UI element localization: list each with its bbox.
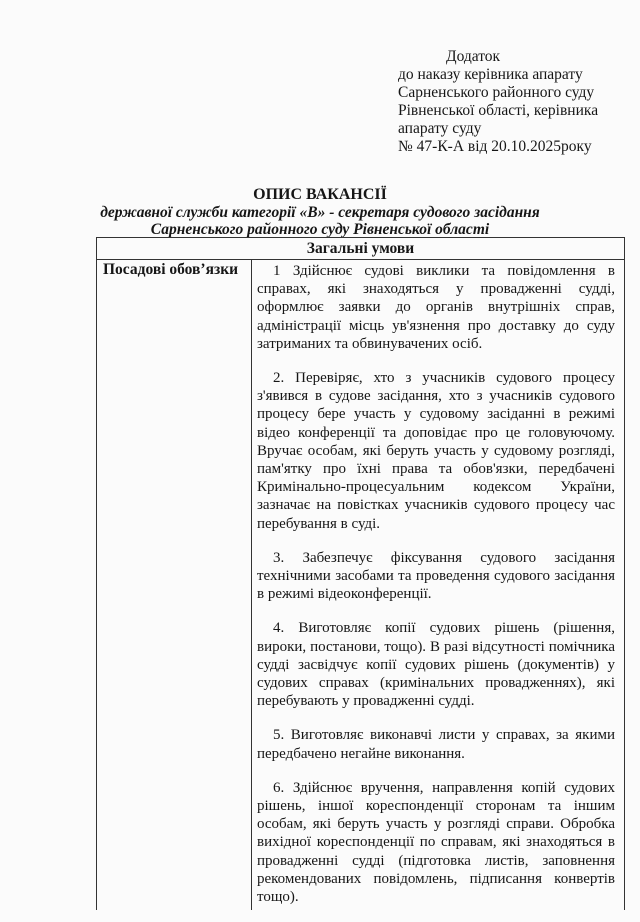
- row-label-cell: [97, 260, 252, 910]
- title-subtitle-court: Сарненського районного суду Рівненської області: [150, 221, 490, 238]
- annex-block: [398, 48, 628, 156]
- title-subtitle: державної служби категорії «В» - секретаря судового засідання: [100, 204, 540, 221]
- duty-item: 3. Забезпечує фіксування судового засідання технічними засобами та проведення судового засідання в режимі відеоконференції.: [257, 549, 615, 603]
- annex-line: апарату суду: [398, 120, 482, 137]
- duty-item: 2. Перевіряє, хто з учасників судового процесу з'явився в судове засідання, хто з учасників судового процесу бере участь у судовому засіданні в режимі відео конференції та доповідає про це головуючому. Вручає особам, які беруть участь у судовому розгляді, пам'ятку про їхні права та обов'язки, передбачені Кримінально-процесуальним кодексом України, зазначає на повістках учасників судового процесу час перебування в суді.: [257, 370, 615, 532]
- duty-item: 4. Виготовляє копії судових рішень (рішення, вироки, постанови, тощо). В разі відсутності помічника судді засвідчує копії судових рішень (документів) у судових справах (кримінальних провадженнях), які перебувають у провадженні судді.: [257, 620, 615, 710]
- document-title: [0, 186, 640, 238]
- title-main: ОПИС ВАКАНСІЇ: [253, 186, 387, 203]
- duty-item: 6. Здійснює вручення, направлення копій судових рішень, іншої кореспонденції сторонам та іншим особам, які беруть участь у розгляді справи. Обробка вихідної кореспонденції по справам, які знаходяться в провадженні судді (підготовка листів, заповнення рекомендованих повідомлень, підписання конвертів тощо).: [257, 779, 615, 906]
- duties-cell: [252, 260, 621, 922]
- duty-item: 1 Здійснює судові виклики та повідомлення в справах, які знаходяться у провадженні судді, оформлює заявки до органів внутрішніх справ, адміністрації місць ув'язнення про доставку до суду затриманих та обвинувачених осіб.: [257, 263, 615, 352]
- annex-title: Додаток: [446, 48, 501, 65]
- table-header: Загальні умови: [97, 238, 624, 260]
- row-label: Посадові обов’язки: [103, 261, 239, 278]
- annex-line: Сарненського районного суду: [398, 84, 595, 101]
- annex-line: Рівненської області, керівника: [398, 102, 599, 119]
- annex-order-number: № 47-К-А від 20.10.2025року: [398, 138, 592, 155]
- annex-line: до наказу керівника апарату: [398, 66, 583, 83]
- conditions-table: [96, 237, 625, 910]
- duty-item: 5. Виготовляє виконавчі листи у справах, за якими передбачено негайне виконання.: [257, 727, 615, 762]
